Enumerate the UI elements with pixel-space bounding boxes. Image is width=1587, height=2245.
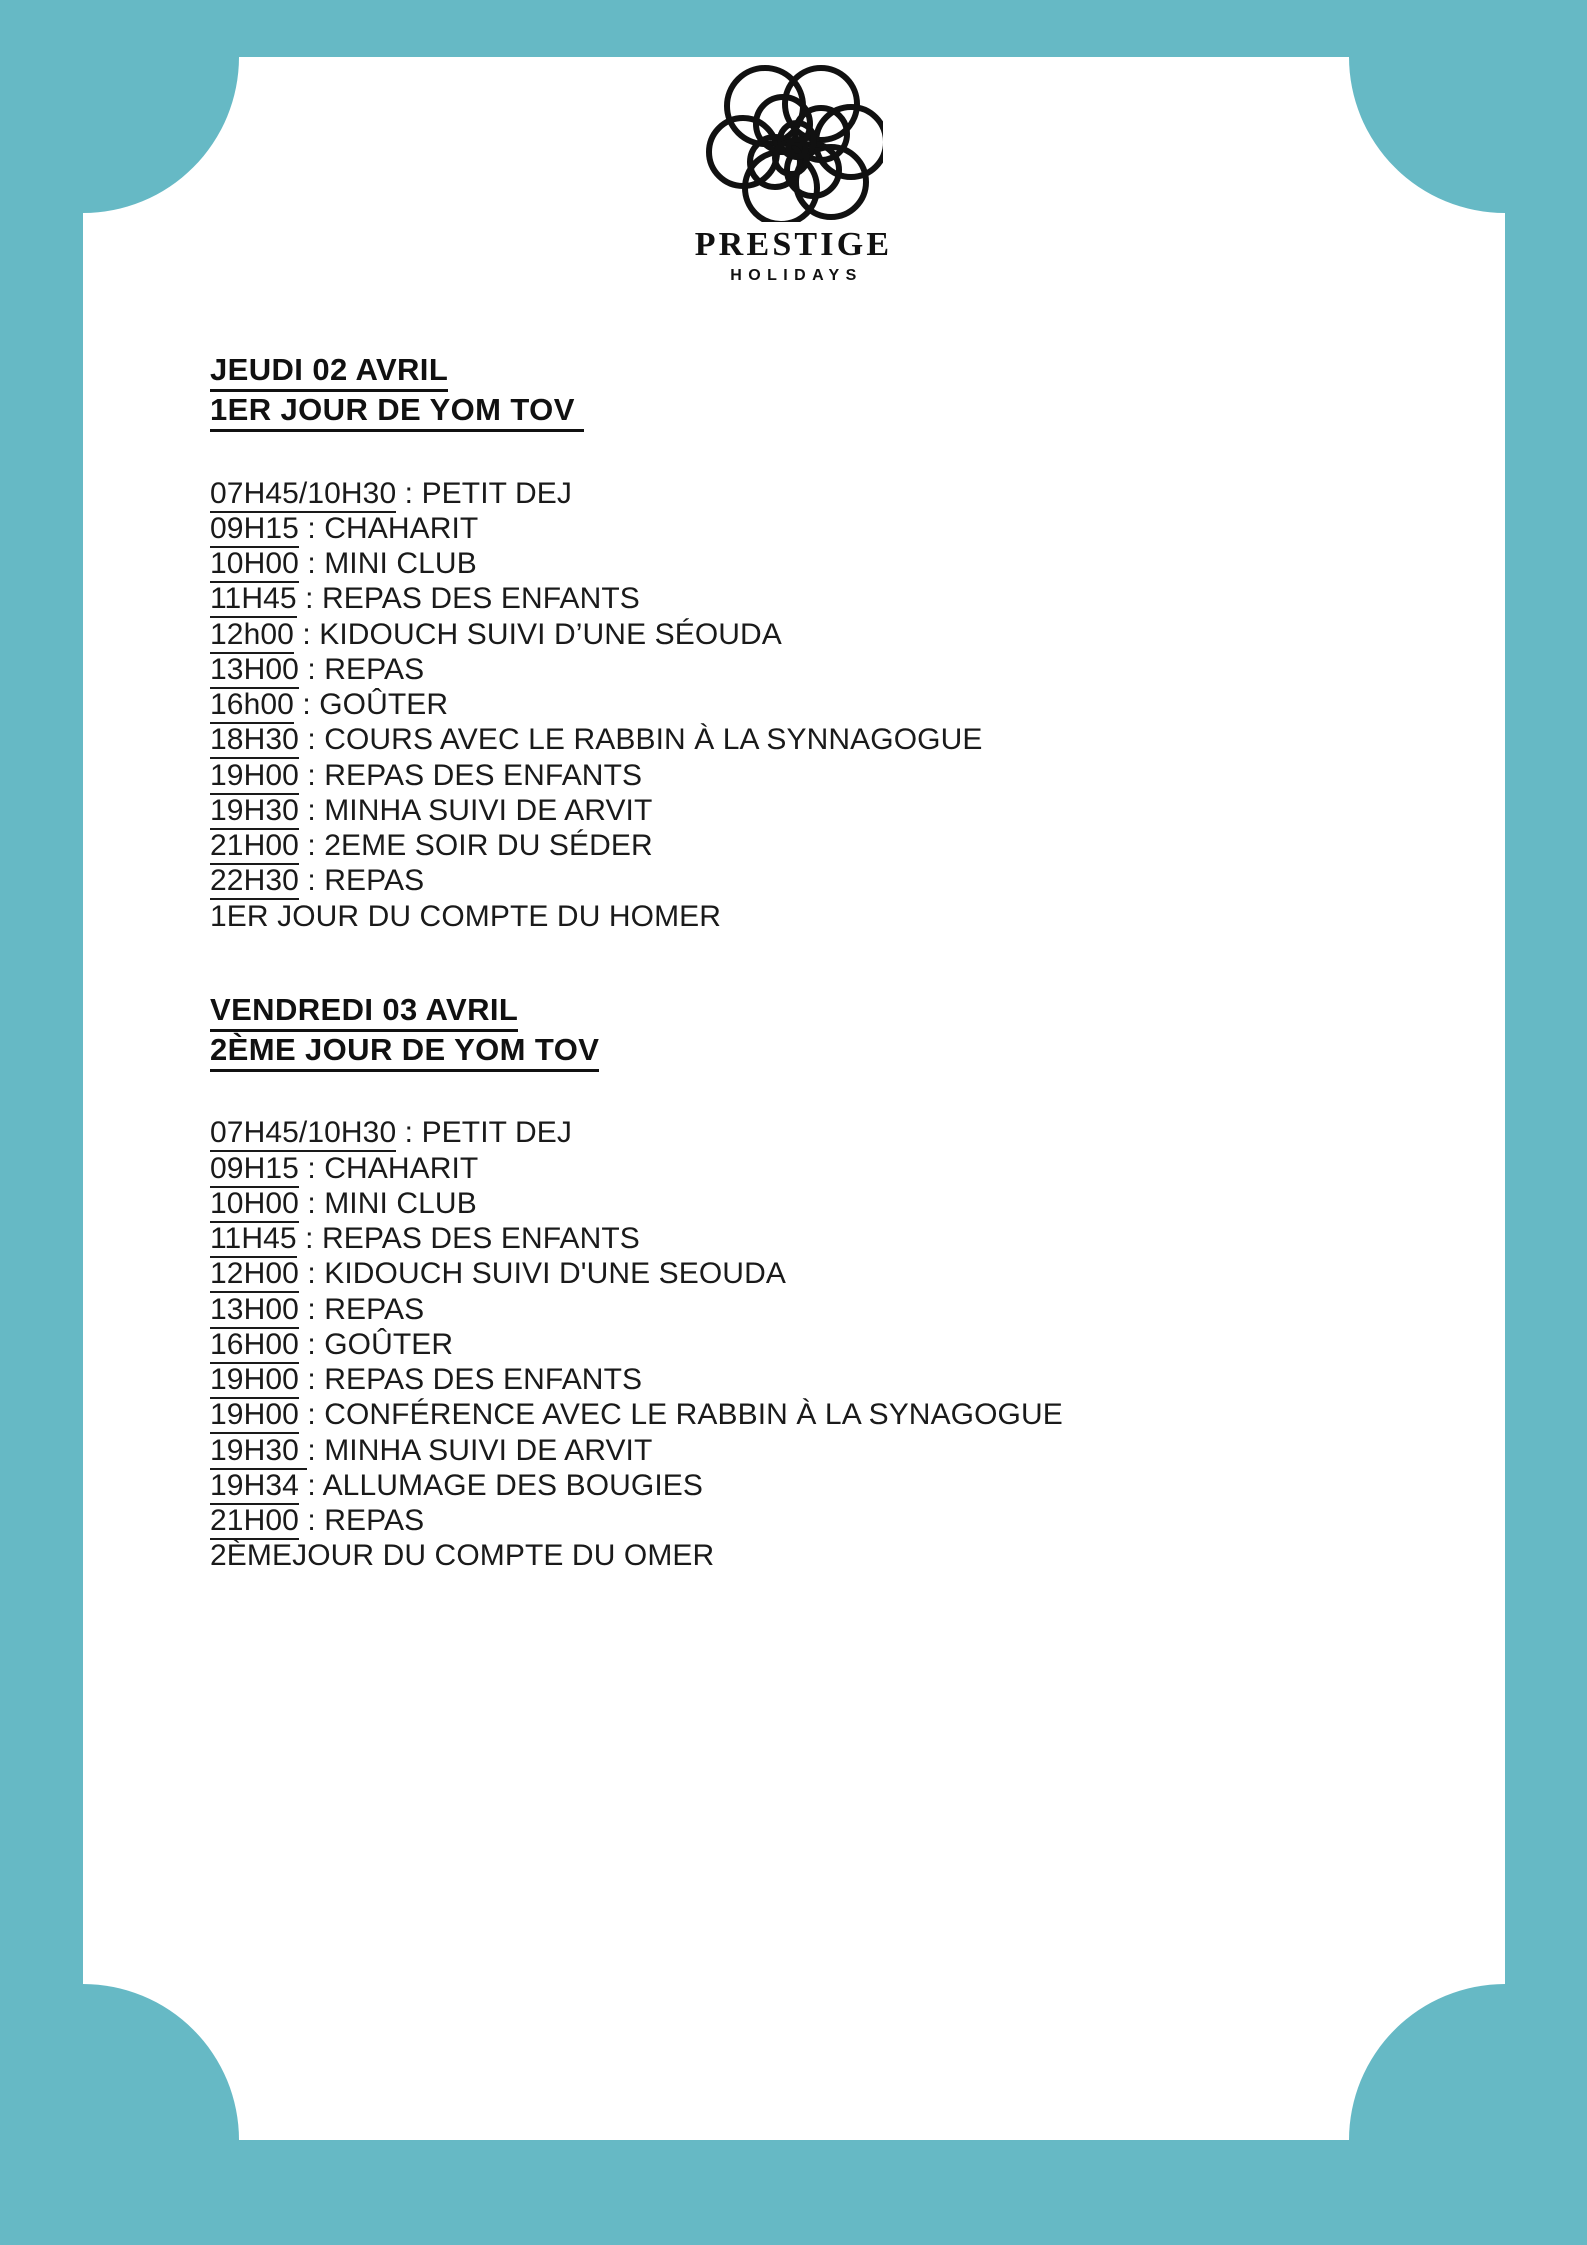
schedule-entry-separator: :	[298, 1327, 325, 1361]
schedule-entry-separator: :	[307, 1433, 325, 1467]
day-heading-date	[210, 990, 1497, 1030]
schedule-entry	[210, 1151, 1497, 1186]
schedule-entry-label: GOÛTER	[324, 1327, 454, 1361]
day-heading-date	[210, 350, 1497, 390]
schedule-entry-time: 07H45/10H30	[210, 1116, 396, 1152]
schedule-entry-time: 12H00	[210, 1257, 299, 1293]
schedule-entry	[210, 828, 1497, 863]
schedule-entry-label: REPAS	[324, 1292, 425, 1326]
schedule-entry-separator: :	[298, 829, 325, 863]
schedule-entry	[210, 652, 1497, 687]
schedule-entry-label: GOÛTER	[319, 688, 449, 722]
schedule-entry-time: 16h00	[210, 688, 294, 724]
schedule-entry	[210, 1468, 1497, 1503]
schedule-entry-time: 13H00	[210, 1293, 299, 1329]
schedule-entry	[210, 476, 1497, 511]
schedule-entry-separator: :	[296, 582, 322, 616]
day-heading-date-text: VENDREDI 03 AVRIL	[210, 992, 518, 1032]
schedule-entry	[210, 546, 1497, 581]
schedule-entry-label: REPAS DES ENFANTS	[322, 582, 640, 616]
schedule-entry-label: PETIT DEJ	[421, 1116, 572, 1150]
brand-logo	[0, 62, 1587, 284]
schedule-entry-separator: :	[298, 511, 325, 545]
schedule-entry-label: 2EME SOIR DU SÉDER	[324, 829, 653, 863]
schedule-list	[210, 1115, 1497, 1573]
schedule-entry-separator: :	[298, 1257, 325, 1291]
schedule-entry-label: MINI CLUB	[324, 547, 477, 581]
schedule-entry-label: 1ER JOUR DU COMPTE DU HOMER	[210, 899, 722, 933]
schedule-entry-label: KIDOUCH SUIVI D'UNE SEOUDA	[324, 1257, 786, 1291]
schedule-entry-time: 12h00	[210, 618, 294, 654]
schedule-entry	[210, 758, 1497, 793]
schedule-entry	[210, 1538, 1497, 1573]
day-heading-date-text: JEUDI 02 AVRIL	[210, 352, 448, 392]
schedule-entry-time: 16H00	[210, 1328, 299, 1364]
schedule-entry-time: 21H00	[210, 829, 299, 865]
schedule-entry	[210, 899, 1497, 934]
schedule-entry	[210, 511, 1497, 546]
schedule-list	[210, 476, 1497, 934]
schedule-entry-label: ALLUMAGE DES BOUGIES	[322, 1468, 704, 1502]
schedule-content	[210, 350, 1497, 1574]
schedule-entry	[210, 617, 1497, 652]
schedule-entry	[210, 1115, 1497, 1150]
schedule-entry-separator: :	[298, 758, 325, 792]
schedule-entry-label: MINHA SUIVI DE ARVIT	[324, 1433, 653, 1467]
day-heading-title-text: 1ER JOUR DE YOM TOV	[210, 392, 584, 432]
schedule-entry-time: 19H30	[210, 1434, 307, 1470]
schedule-entry	[210, 1186, 1497, 1221]
schedule-entry-separator: :	[298, 1504, 325, 1538]
schedule-entry-time: 10H00	[210, 547, 299, 583]
day-heading-title	[210, 1030, 1497, 1070]
schedule-entry-separator: :	[298, 547, 325, 581]
day-block	[210, 350, 1497, 934]
schedule-entry-label: REPAS	[324, 864, 425, 898]
schedule-entry-separator: :	[298, 1468, 323, 1502]
schedule-entry-label: MINI CLUB	[324, 1186, 477, 1220]
schedule-entry-separator: :	[396, 476, 422, 510]
schedule-entry-label: PETIT DEJ	[421, 476, 572, 510]
schedule-entry	[210, 687, 1497, 722]
schedule-entry-separator: :	[298, 864, 325, 898]
day-block	[210, 990, 1497, 1574]
section-spacer	[210, 934, 1497, 990]
schedule-entry-label: KIDOUCH SUIVI D’UNE SÉOUDA	[319, 617, 782, 651]
schedule-entry	[210, 1433, 1497, 1468]
schedule-entry-time: 19H00	[210, 1398, 299, 1434]
schedule-entry-label: COURS AVEC LE RABBIN À LA SYNNAGOGUE	[324, 723, 983, 757]
schedule-entry-time: 09H15	[210, 512, 299, 548]
schedule-entry-time: 07H45/10H30	[210, 477, 396, 513]
schedule-entry	[210, 581, 1497, 616]
schedule-entry-separator: :	[298, 793, 325, 827]
schedule-entry	[210, 1327, 1497, 1362]
schedule-entry-label: REPAS DES ENFANTS	[324, 758, 643, 792]
schedule-entry	[210, 1503, 1497, 1538]
schedule-entry	[210, 863, 1497, 898]
schedule-entry-time: 19H34	[210, 1469, 299, 1505]
schedule-entry-separator: :	[293, 688, 320, 722]
schedule-entry-time: 10H00	[210, 1187, 299, 1223]
schedule-entry-label: REPAS DES ENFANTS	[324, 1363, 643, 1397]
schedule-entry-separator: :	[298, 1363, 325, 1397]
corner-decoration-bottom-right	[1349, 1984, 1505, 2140]
schedule-entry-separator: :	[298, 1398, 325, 1432]
schedule-entry-separator: :	[298, 1186, 325, 1220]
schedule-entry	[210, 1362, 1497, 1397]
schedule-entry-time: 22H30	[210, 864, 299, 900]
day-heading-title	[210, 390, 1497, 430]
schedule-entry-separator: :	[293, 617, 320, 651]
schedule-entry-time: 11H45	[210, 1222, 297, 1258]
schedule-entry-label: REPAS	[324, 1504, 425, 1538]
schedule-entry-time: 18H30	[210, 723, 299, 759]
schedule-entry-time: 19H00	[210, 759, 299, 795]
schedule-entry	[210, 1221, 1497, 1256]
schedule-entry-separator: :	[298, 652, 325, 686]
schedule-entry-time: 21H00	[210, 1504, 299, 1540]
schedule-entry-separator: :	[298, 723, 325, 757]
schedule-entry-label: CONFÉRENCE AVEC LE RABBIN À LA SYNAGOGUE	[324, 1398, 1063, 1432]
schedule-entry-time: 13H00	[210, 653, 299, 689]
schedule-entry	[210, 1256, 1497, 1291]
schedule-entry-separator: :	[298, 1151, 325, 1185]
schedule-entry-separator: :	[396, 1116, 422, 1150]
schedule-entry-separator: :	[296, 1222, 322, 1256]
schedule-entry-time: 19H00	[210, 1363, 299, 1399]
day-heading-title-text: 2ÈME JOUR DE YOM TOV	[210, 1032, 599, 1072]
rose-icon	[705, 62, 883, 222]
schedule-entry	[210, 1397, 1497, 1432]
schedule-entry-label: MINHA SUIVI DE ARVIT	[324, 793, 653, 827]
schedule-entry-label: REPAS DES ENFANTS	[322, 1222, 640, 1256]
schedule-entry-time: 09H15	[210, 1152, 299, 1188]
schedule-entry-label: CHAHARIT	[324, 511, 479, 545]
brand-name: PRESTIGE	[694, 226, 893, 263]
schedule-entry-separator: :	[298, 1292, 325, 1326]
schedule-entry-label: CHAHARIT	[324, 1151, 479, 1185]
schedule-entry	[210, 722, 1497, 757]
schedule-entry-label: REPAS	[324, 652, 425, 686]
schedule-entry	[210, 793, 1497, 828]
schedule-entry-label: 2ÈMEJOUR DU COMPTE DU OMER	[210, 1539, 715, 1573]
schedule-entry-time: 19H30	[210, 794, 299, 830]
corner-decoration-bottom-left	[83, 1984, 239, 2140]
schedule-entry-time: 11H45	[210, 582, 297, 618]
brand-subtitle: HOLIDAYS	[730, 267, 863, 284]
schedule-entry	[210, 1292, 1497, 1327]
